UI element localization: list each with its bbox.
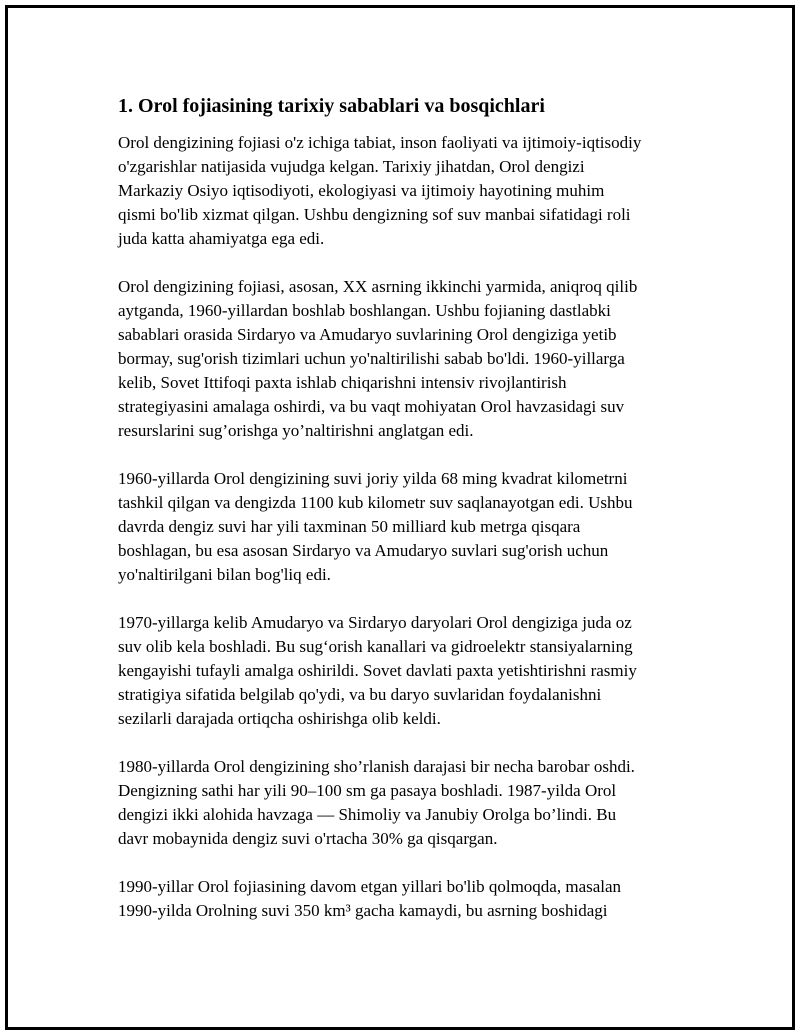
paragraph-6: 1990-yillar Orol fojiasining davom etgan yillari bo'lib qolmoqda, masalan 1990-yilda Orolning suvi 350 km³ gacha kamaydi, bu asrning boshidagi: [118, 877, 622, 920]
paragraph-3: 1960-yillarda Orol dengizining suvi joriy yilda 68 ming kvadrat kilometrni tashkil qilgan va dengizda 1100 kub kilometr suv saqlanayotgan edi. Ushbu davrda dengiz suvi har yili taxminan 50 milliard kub metrga qisqara boshlagan, bu esa asosan Sirdaryo va Amudaryo suvlari sug'orish uchun yo'naltirilgani bilan bog'liq edi.: [118, 469, 633, 584]
document-body: [118, 93, 693, 947]
paragraph-4: 1970-yillarga kelib Amudaryo va Sirdaryo daryolari Orol dengiziga juda oz suv olib kela boshladi. Bu sug‘orish kanallari va gidroelektr stansiyalarning kengayishi tufayli amalga oshirildi. Sovet davlati paxta yetishtirishni rasmiy stratigiya sifatida belgilab qo'ydi, va bu daryo suvlaridan foydalanishni sezilarli darajada ortiqcha oshirishga olib keldi.: [118, 613, 637, 728]
paragraph-1: Orol dengizining fojiasi o'z ichiga tabiat, inson faoliyati va ijtimoiy-iqtisodiy o'zgarishlar natijasida vujudga kelgan. Tarixiy jihatdan, Orol dengizi Markaziy Osiyo iqtisodiyoti, ekologiyasi va ijtimoiy hayotining muhim qismi bo'lib xizmat qilgan. Ushbu dengizning sof suv manbai sifatidagi roli juda katta ahamiyatga ega edi.: [118, 133, 642, 248]
section-heading: 1. Orol fojiasining tarixiy sabablari va bosqichlari: [118, 95, 545, 117]
paragraph-5: 1980-yillarda Orol dengizining sho’rlanish darajasi bir necha barobar oshdi. Dengizning sathi har yili 90–100 sm ga pasaya boshladi. 1987-yilda Orol dengizi ikki alohida havzaga — Shimoliy va Janubiy Orolga bo’lindi. Bu davr mobaynida dengiz suvi o'rtacha 30% ga qisqargan.: [118, 757, 635, 848]
paragraph-2: Orol dengizining fojiasi, asosan, XX asrning ikkinchi yarmida, aniqroq qilib aytganda, 1960-yillardan boshlab boshlangan. Ushbu fojianing dastlabki sabablari orasida Sirdaryo va Amudaryo suvlarining Orol dengiziga yetib bormay, sug'orish tizimlari uchun yo'naltirilishi sabab bo'ldi. 1960-yillarga kelib, Sovet Ittifoqi paxta ishlab chiqarishni intensiv rivojlantirish strategiyasini amalaga oshirdi, va bu vaqt mohiyatan Orol havzasidagi suv resurslarini sug’orishga yo’naltirishni anglatgan edi.: [118, 277, 638, 440]
